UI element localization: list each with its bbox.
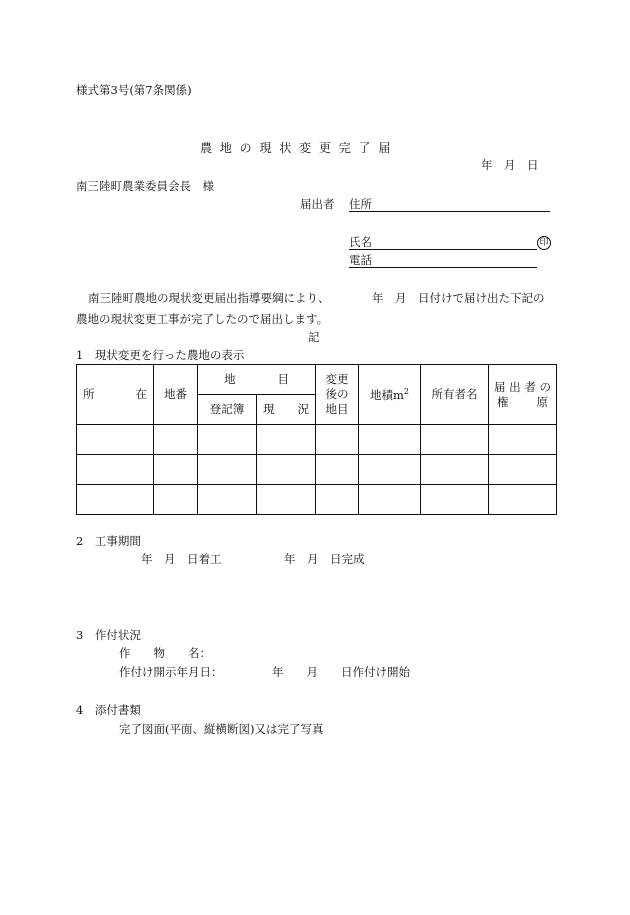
- table-row: [77, 485, 557, 515]
- section2-title: 2 工事期間: [76, 534, 141, 548]
- section3-title: 3 作付状況: [76, 628, 141, 642]
- table-cell[interactable]: [316, 485, 359, 515]
- table-cell[interactable]: [77, 455, 154, 485]
- table-cell[interactable]: [421, 485, 489, 515]
- header-applicant-rights: 届 出 者 の 権 原: [489, 365, 557, 425]
- table-cell[interactable]: [154, 425, 198, 455]
- table-cell[interactable]: [257, 425, 316, 455]
- header-land-category: 地 目: [198, 365, 316, 395]
- planting-start-label: 作付け開示年月日：: [119, 665, 223, 679]
- table-cell[interactable]: [77, 425, 154, 455]
- table-cell[interactable]: [154, 455, 198, 485]
- body-text-line1-a: 南三陸町農地の現状変更届出指導要綱により、: [88, 291, 330, 305]
- table-cell[interactable]: [316, 425, 359, 455]
- table-cell[interactable]: [421, 455, 489, 485]
- table-cell[interactable]: [198, 455, 257, 485]
- addressee: 南三陸町農業委員会長 様: [76, 179, 214, 193]
- seal-mark: 印: [537, 236, 551, 250]
- table-row: [77, 425, 557, 455]
- name-label: 氏名: [349, 235, 372, 249]
- phone-label: 電話: [349, 253, 372, 267]
- address-field[interactable]: [349, 211, 550, 212]
- header-registry: 登記簿: [198, 395, 257, 425]
- header-area: 地積$m^2$: [359, 365, 421, 425]
- address-label: 住所: [349, 197, 372, 211]
- planting-start-value: 年 月 日作付け開始: [272, 665, 410, 679]
- table-cell[interactable]: [154, 485, 198, 515]
- table-cell[interactable]: [316, 455, 359, 485]
- page-title: 農 地 の 現 状 変 更 完 了 届: [200, 141, 393, 155]
- table-cell[interactable]: [489, 455, 557, 485]
- header-lot-number: 地番: [154, 365, 198, 425]
- name-field[interactable]: [349, 249, 537, 250]
- body-text-line1-b: 年 月 日付けで届け出た下記の: [372, 291, 545, 305]
- table-row: [77, 455, 557, 485]
- table-cell[interactable]: [359, 455, 421, 485]
- crop-name-label: 作 物 名：: [119, 646, 211, 660]
- table-cell[interactable]: [198, 485, 257, 515]
- construction-end: 年 月 日完成: [284, 552, 365, 566]
- table-cell[interactable]: [359, 485, 421, 515]
- land-table: [76, 364, 557, 515]
- table-cell[interactable]: [77, 485, 154, 515]
- applicant-label: 届出者: [300, 197, 335, 211]
- table-cell[interactable]: [198, 425, 257, 455]
- construction-start: 年 月 日着工: [141, 552, 222, 566]
- section1-title: 1 現状変更を行った農地の表示: [76, 348, 245, 362]
- header-owner: 所有者名: [421, 365, 489, 425]
- submission-date: 年 月 日: [481, 158, 539, 172]
- table-cell[interactable]: [489, 425, 557, 455]
- header-category-after-change: 変更 後の 地目: [316, 365, 359, 425]
- table-cell[interactable]: [257, 485, 316, 515]
- form-number: 様式第3号(第7条関係): [76, 83, 192, 97]
- body-text-line2: 農地の現状変更工事が完了したので届出します。: [76, 312, 329, 326]
- table-cell[interactable]: [257, 455, 316, 485]
- phone-field[interactable]: [349, 267, 537, 268]
- table-cell[interactable]: [421, 425, 489, 455]
- section4-title: 4 添付書類: [76, 703, 141, 717]
- header-current-status: 現 況: [257, 395, 316, 425]
- table-cell[interactable]: [489, 485, 557, 515]
- attachment-item: 完了図面(平面、縦横断図)又は完了写真: [119, 722, 324, 736]
- header-location: 所 在: [77, 365, 154, 425]
- ki-mark: 記: [308, 330, 320, 344]
- table-cell[interactable]: [359, 425, 421, 455]
